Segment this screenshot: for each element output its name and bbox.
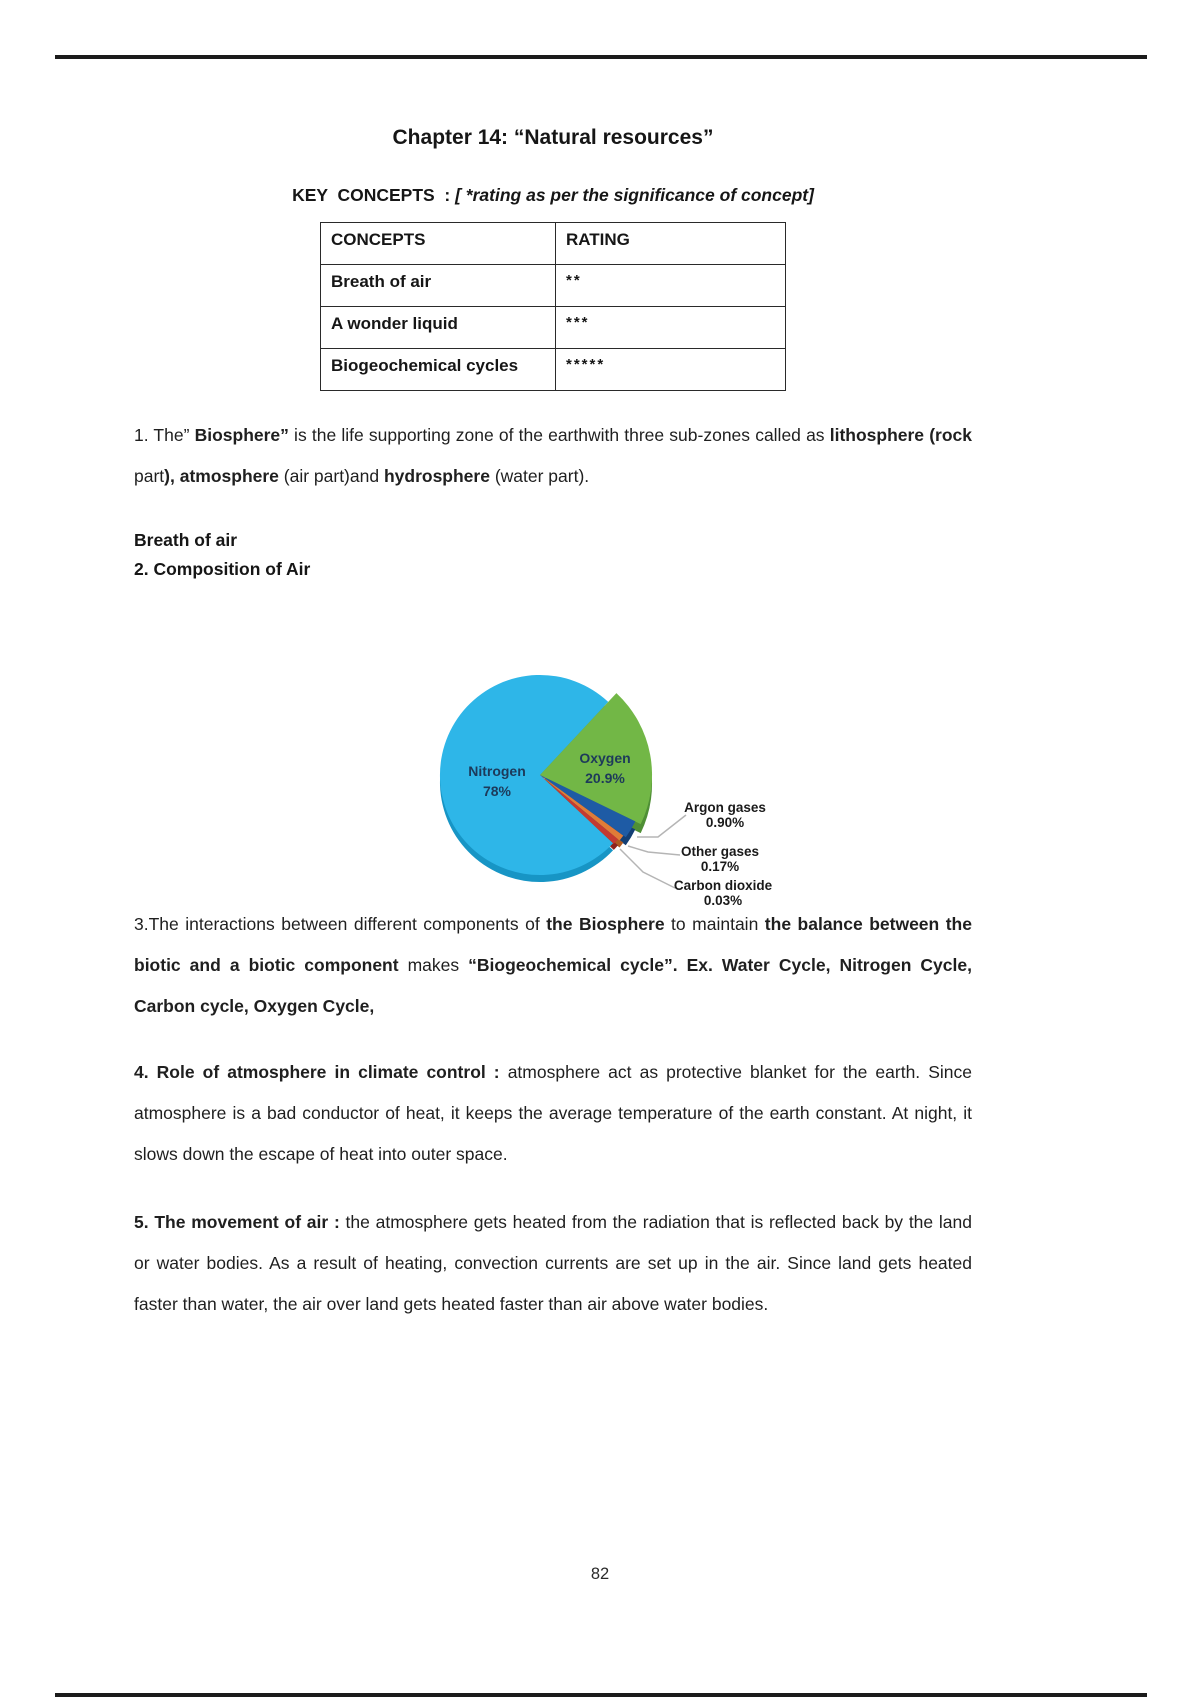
label-other-gases-pct: 0.17% (700, 859, 740, 874)
table-header-row (321, 223, 786, 265)
table-row (321, 265, 786, 307)
label-argon-name: Argon gases (684, 800, 766, 815)
concept-cell: Biogeochemical cycles (321, 349, 556, 391)
concept-cell: Breath of air (321, 265, 556, 307)
pie-chart-svg (400, 600, 800, 910)
text-run: the atmosphere gets heated from the radiation that is reflected back by the land or water bodies. As a result of heating, convection currents are set up in the air. Since land gets heated faster than water, the air over land gets heated faster than air above water bodies. (134, 1212, 972, 1314)
bottom-rule (55, 1693, 1147, 1697)
table-row (321, 349, 786, 391)
air-composition-pie-chart (400, 600, 800, 910)
key-concepts-note: [ *rating as per the significance of concept] (455, 185, 814, 205)
label-nitrogen-pct: 78% (482, 783, 512, 799)
paragraph-movement-of-air (134, 1202, 972, 1325)
section-heading-composition-of-air: 2. Composition of Air (134, 559, 311, 579)
text-run: part (134, 466, 165, 486)
label-oxygen-name: Oxygen (579, 750, 631, 766)
concepts-table (320, 222, 786, 391)
leader-line-carbon-dioxide (620, 849, 675, 888)
label-nitrogen-name: Nitrogen (468, 763, 526, 779)
text-run: makes (398, 955, 469, 975)
column-header-concepts: CONCEPTS (321, 223, 556, 265)
text-run-bold: 4. Role of atmosphere in climate control : (134, 1062, 508, 1082)
top-rule (55, 55, 1147, 59)
rating-cell: ***** (556, 349, 786, 391)
page-number: 82 (590, 1565, 610, 1583)
rating-cell: *** (556, 307, 786, 349)
page-title: Chapter 14: “Natural resources” (392, 126, 714, 149)
text-run-bold: lithosphere (rock (829, 425, 972, 445)
text-run-bold: ), atmosphere (164, 466, 279, 486)
rating-cell: ** (556, 265, 786, 307)
paragraph-biosphere (134, 415, 972, 497)
concept-cell: A wonder liquid (321, 307, 556, 349)
text-run-bold: the balance between the biotic and a biotic component (134, 914, 972, 975)
text-run: (air part)and (278, 466, 384, 486)
text-run: to maintain (664, 914, 765, 934)
label-argon-pct: 0.90% (705, 815, 745, 830)
key-concepts-label: KEY CONCEPTS : (292, 185, 456, 205)
table-row (321, 307, 786, 349)
section-heading-breath-of-air: Breath of air (134, 530, 238, 550)
text-run-bold: “Biogeochemical cycle”. Ex. Water Cycle, Nitrogen Cycle, Carbon cycle, Oxygen Cycle, (134, 955, 972, 1016)
label-other-gases-name: Other gases (680, 844, 760, 859)
column-header-rating: RATING (556, 223, 786, 265)
text-run: (water part). (489, 466, 590, 486)
paragraph-climate-control (134, 1052, 972, 1175)
label-carbon-dioxide-name: Carbon dioxide (673, 878, 773, 893)
text-run: atmosphere act as protective blanket for the earth. Since atmosphere is a bad conductor of heat, it keeps the average temperature of the earth constant. At night, it slows down the escape of heat into outer space. (134, 1062, 972, 1164)
key-concepts-heading (134, 185, 972, 206)
text-run-bold: the Biosphere (546, 914, 665, 934)
leader-line-other-gases (628, 846, 680, 855)
text-run: 3.The interactions between different components of (134, 914, 547, 934)
text-run-bold: Biosphere” (194, 425, 289, 445)
paragraph-biogeochemical (134, 904, 972, 1027)
label-oxygen-pct: 20.9% (585, 770, 625, 786)
label-carbon-dioxide-pct: 0.03% (703, 893, 743, 908)
text-run: 1. The” (134, 425, 195, 445)
text-run-bold: hydrosphere (383, 466, 490, 486)
text-run-bold: 5. The movement of air : (134, 1212, 346, 1232)
text-run: is the life supporting zone of the earthwith three sub-zones called as (288, 425, 830, 445)
